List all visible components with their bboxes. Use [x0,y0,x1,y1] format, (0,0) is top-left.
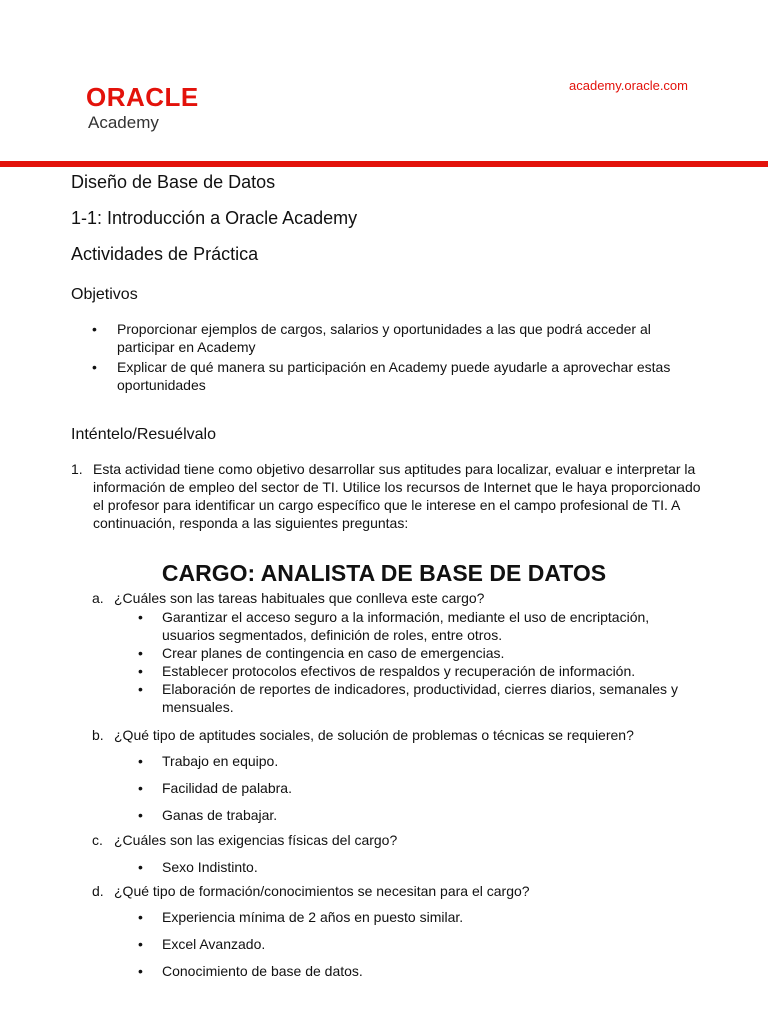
bullet-icon: • [138,859,143,875]
header-divider [0,161,768,167]
bullet-icon: • [138,963,143,979]
logo-wordmark: ORACLE [86,82,199,112]
answers-d [138,908,698,980]
question-text: ¿Cuáles son las exigencias físicas del cargo? [114,832,398,848]
question-letter: a. [92,590,104,606]
question-letter: b. [92,727,104,743]
bullet-icon: • [138,663,143,679]
bullet-icon: • [138,780,143,796]
bullet-icon: • [138,681,143,697]
answers-a [138,608,698,716]
list-item: • Explicar de qué manera su participación en Academy puede ayudarle a aprovechar estas oportunidades [92,359,671,393]
oracle-academy-logo [86,83,199,133]
list-item: • Facilidad de palabra. [138,780,292,796]
bullet-icon: • [138,936,143,952]
list-item: • Proporcionar ejemplos de cargos, salarios y oportunidades a las que podrá acceder al participar en Academy [92,321,651,355]
list-item: • Elaboración de reportes de indicadores, productividad, cierres diarios, semanales y mensuales. [138,681,678,715]
bullet-icon: • [138,645,143,661]
list-item: • Conocimiento de base de datos. [138,963,363,979]
question-c [92,831,712,849]
list-item: • Ganas de trabajar. [138,807,278,823]
item-number: 1. [71,461,83,477]
question-b [92,726,712,744]
course-title: Diseño de Base de Datos [71,172,276,192]
bullet-icon: • [138,753,143,769]
bullet-icon: • [92,359,97,375]
answers-b [138,752,698,824]
question-text: ¿Cuáles son las tareas habituales que conlleva este cargo? [114,590,485,606]
objectives-list [92,320,712,396]
question-letter: c. [92,832,103,848]
instruction-text: Esta actividad tiene como objetivo desarrollar sus aptitudes para localizar, evaluar e interpretar la información de empleo del sector de TI. Utilice los recursos de Internet que le haya proporcionado el profesor para identificar un cargo específico que le interese en el campo profesional de TI. A continuación, responda a las siguientes preguntas: [93,461,701,531]
objectives-heading: Objetivos [71,286,138,303]
cargo-title: CARGO: ANALISTA DE BASE DE DATOS [161,560,607,586]
list-item: • Garantizar el acceso seguro a la información, mediante el uso de encriptación, usuarios segmentados, definición de roles, entre otros. [138,609,650,643]
bullet-icon: • [92,321,97,337]
answers-c [138,858,698,876]
list-item: • Trabajo en equipo. [138,753,279,769]
question-text: ¿Qué tipo de formación/conocimientos se necesitan para el cargo? [114,883,530,899]
list-item: • Establecer protocolos efectivos de respaldos y recuperación de información. [138,663,636,679]
question-a [92,589,712,607]
try-it-heading: Inténtelo/Resuélvalo [71,426,216,443]
activity-instruction [71,460,701,532]
site-url-link[interactable]: academy.oracle.com [569,78,688,93]
list-item: • Sexo Indistinto. [138,859,258,875]
list-item: • Experiencia mínima de 2 años en puesto similar. [138,909,464,925]
list-item: • Crear planes de contingencia en caso de emergencias. [138,645,505,661]
activity-title: Actividades de Práctica [71,244,259,264]
question-text: ¿Qué tipo de aptitudes sociales, de solución de problemas o técnicas se requieren? [114,727,634,743]
bullet-icon: • [138,909,143,925]
bullet-icon: • [138,609,143,625]
bullet-icon: • [138,807,143,823]
logo-subtitle: Academy [88,113,159,132]
lesson-title: 1-1: Introducción a Oracle Academy [71,208,358,228]
question-d [92,882,712,900]
list-item: • Excel Avanzado. [138,936,266,952]
question-letter: d. [92,883,104,899]
